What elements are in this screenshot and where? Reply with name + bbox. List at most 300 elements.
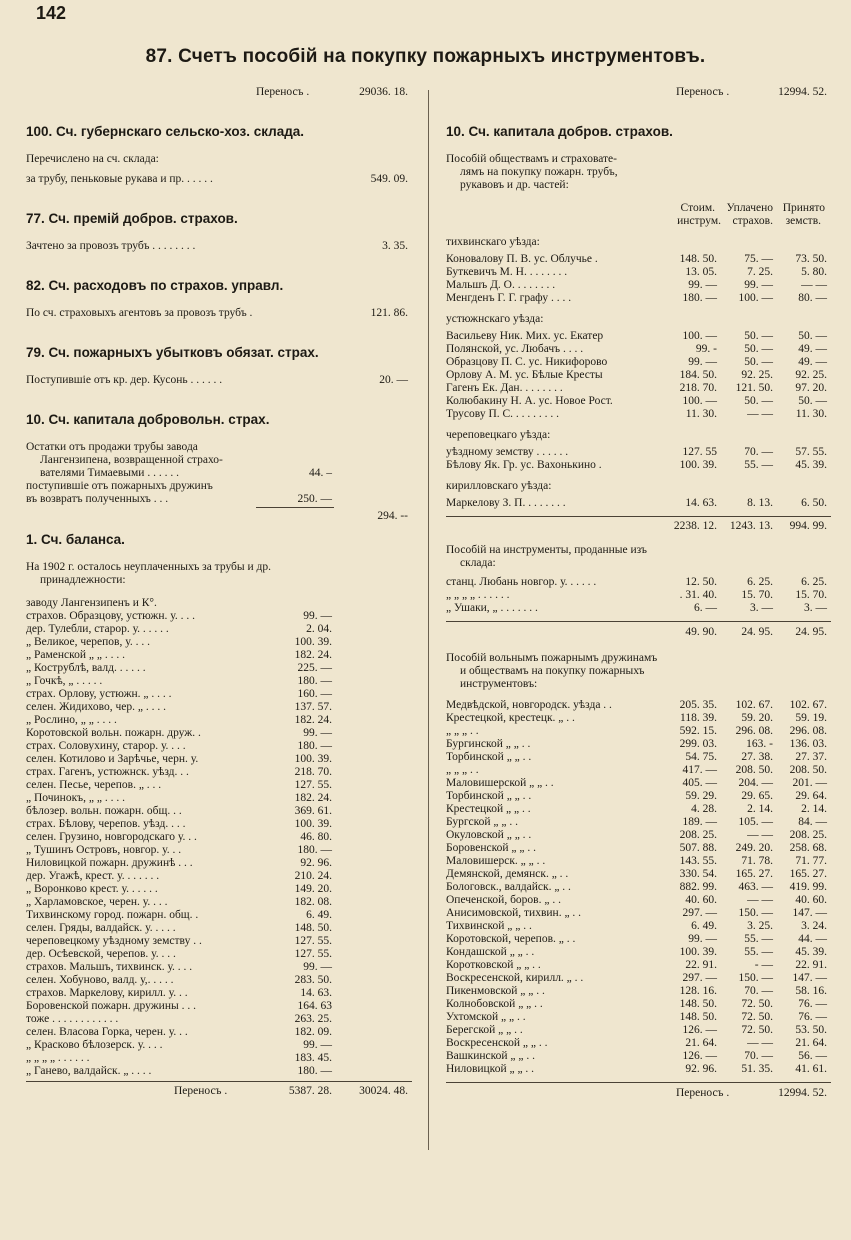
brigade-row-paid: 70. — <box>744 985 773 997</box>
balance-value: 137. 57. <box>294 701 332 713</box>
balance-value: 99. — <box>303 961 332 973</box>
balance-row <box>26 1052 412 1065</box>
insured-row-cost: 148. 50. <box>679 253 717 265</box>
balance-value: 14. 63. <box>300 987 332 999</box>
brigade-row <box>446 985 831 998</box>
insured-row-cost: 127. 55 <box>682 446 717 458</box>
balance-label: „ Тушинъ Островъ, новгор. у. . . <box>26 844 182 856</box>
insured-row-accepted: 49. — <box>798 356 827 368</box>
brigade-row-label: Медвѣдской, новгородск. уѣзда . . <box>446 699 612 711</box>
brigade-row-cost: 92. 96. <box>685 1063 717 1075</box>
brigade-row-accepted: 3. 24. <box>801 920 827 932</box>
instrument-row <box>446 602 831 615</box>
district-name: тихвинскаго уѣзда: <box>446 236 540 248</box>
balance-label: „ Ганево, валдайск. „ . . . . <box>26 1065 152 1077</box>
balance-label: „ Кострублѣ, валд. . . . . . <box>26 662 146 674</box>
brigade-row <box>446 790 831 803</box>
balance-label: селен. Власова Горка, черен. у. . . <box>26 1026 188 1038</box>
insured-row-label: Колюбакину Н. А. ус. Новое Рост. <box>446 395 613 407</box>
insured-row-paid: 8. 13. <box>747 497 773 509</box>
brigade-row <box>446 1011 831 1024</box>
brigade-row-accepted: 147. — <box>792 972 827 984</box>
brigade-row-accepted: 165. 27. <box>789 868 827 880</box>
insured-row-cost: 184. 50. <box>679 369 717 381</box>
brigade-row-label: Воскресенской „ „ . . <box>446 1037 548 1049</box>
insured-row-label: уѣздному земству . . . . . . <box>446 446 569 458</box>
brigade-row-label: Демянской, демянск. „ . . <box>446 868 569 880</box>
balance-value: 283. 50. <box>294 974 332 986</box>
balance-label: „ Гочкѣ, „ . . . . . <box>26 675 103 687</box>
insured-row <box>446 408 831 421</box>
brigade-row-accepted: 22. 91. <box>795 959 827 971</box>
carry-out-left: Переносъ . 5387. 28. 30024. 48. <box>174 1085 408 1097</box>
brigade-row <box>446 855 831 868</box>
balance-row <box>26 727 412 740</box>
brigade-row-paid: 55. — <box>744 946 773 958</box>
insured-row-label: Менгденъ Г. Г. графу . . . . <box>446 292 572 304</box>
balance-label: страхов. Мальшъ, тихвинск. у. . . . <box>26 961 193 973</box>
brigade-row-label: Крестецкой „ „ . . <box>446 803 531 815</box>
balance-label: селен. Гряды, валдайск. у. . . . . <box>26 922 176 934</box>
brigade-row-cost: 330. 54. <box>679 868 717 880</box>
balance-value: 99. — <box>303 1039 332 1051</box>
insured-row-cost: 11. 30. <box>685 408 717 420</box>
brigade-row-paid: 105. — <box>738 816 773 828</box>
balance-label: страх. Гагенъ, устюжнск. уѣзд. . . <box>26 766 189 778</box>
brigade-row <box>446 894 831 907</box>
total-2: 49. 90. 24. 95. 24. 95. <box>685 626 827 638</box>
brigade-row-label: Торбинской „ „ . . <box>446 751 532 763</box>
balance-label: дер. Угажѣ, крест. у. . . . . . . <box>26 870 160 882</box>
insured-row-cost: 100. 39. <box>679 459 717 471</box>
balance-label: заводу Лангензипенъ и К°. <box>26 597 157 609</box>
instrument-row-cost: . 31. 40. <box>679 589 717 601</box>
brigade-row-cost: 148. 50. <box>679 998 717 1010</box>
brigade-row-cost: 21. 64. <box>685 1037 717 1049</box>
insured-row-paid: 121. 50. <box>735 382 773 394</box>
insured-row-accepted: 49. — <box>798 343 827 355</box>
brigade-row-cost: 143. 55. <box>679 855 717 867</box>
district-name: устюжнскаго уѣзда: <box>446 313 544 325</box>
section-82-line: По сч. страховыхъ агентовъ за провозъ трубъ . 121. 86. <box>26 307 408 319</box>
section-79-line: Поступившіе отъ кр. дер. Кусонь . . . . . . 20. — <box>26 374 408 386</box>
brigade-row-paid: 72. 50. <box>741 1024 773 1036</box>
balance-label: „ Великое, черепов, у. . . . <box>26 636 150 648</box>
brigade-row-label: Торбинской „ „ . . <box>446 790 532 802</box>
brigade-row-label: Окуловской „ „ . . <box>446 829 532 841</box>
left-column: Переносъ . 29036. 18. 100. Сч. губернскаго сельско-хоз. склада. Перечислено на сч. склада: за трубу, пеньковые рукава и пр. . . . . . 549. 09. 77. Сч. премій добров. страхов. Зачтено за провозъ трубъ . . . . . . . . 3. 35. 82. Сч. расходовъ по страхов. управл. По сч. страховыхъ агентовъ за провозъ трубъ . 121. 86. 79. Сч. пожарныхъ убытковъ обязат. страх. Поступившіе отъ кр. дер. Кусонь . . . . . . 20. — 10. Сч. капитала добровольн. страх. Остатки отъ продажи трубы завода Лангензипена, возвращенной страхо- вателями Тимаевыми . . . . . . 44. – поступившіе отъ пожарныхъ дружинъ въ возвратъ полученныхъ . . . 250. — 294. -- 1. Сч. баланса. На 1902 г. осталось неуплаченныхъ за трубы и др. принадлежности: заводу Лангензипенъ и К°. страхов. Образцову, устюжн. у. . . . 99. — дер. Тулебли, старор. у. . . . . . 2. 04. „ Великое, черепов, у. . . . 100. 39. „ Раменской „ „ . . . . 182. 24. „ Кострублѣ, валд. . . . . . 225. — „ Гочкѣ, „ . . . . . 180. — страх. Орлову, устюжн. „ . . . . 160. — селен. Жидихово, чер. „ . . . . 137. 57. „ Рослино, „ „ . . . . 182. 24. Коротовской вольн. пожарн. друж. . 99. — страх. Соловухину, старор. у. . . . 180. — селен. Котилово и Зарѣчье, черн. у. 100. 39. страх. Гагенъ, устюжнск. уѣзд. . . 218. 70. селен. Песье, черепов. „ . . . 127. 55. „ Починокъ, „ „ . . . . 182. 24. бѣлозер. вольн. пожарн. общ. . . 369. 61. страх. Бѣлову, черепов. уѣзд. . . . 100. 39. селен. Грузино, новгородскаго у. . . 46. 80. „ Тушинъ Островъ, новгор. у. . . 180. — Ниловицкой пожарн. дружинѣ . . . 92. 96. дер. Угажѣ, крест. у. . . . . . . 210. 24. „ Воронково крест. у. . . . . . 149. 20. „ Харламовское, черен. у. . . . 182. 08. Тихвинскому город. пожарн. общ. . 6. 49. селен. Гряды, валдайск. у. . . . . 148. 50. череповецкому уѣздному земству . . 127. 55. дер. Осѣевской, черепов. у. . . . 127. 55. страхов. Мальшъ, тихвинск. у. . . . 99. — селен. Хобуново, валд. у,. . . . . 283. 50. страхов. Маркелову, кирилл. у. . . 14. 63. Боровенской пожарн. дружины . . . 164. 63 тоже . . . . . . . . . . . . 263. 25. селен. Власова Горка, черен. у. . . 182. 09. „ Красково бѣлозерск. у. . . . 99. — „ „ „ „ . . . . . . 183. 45. „ Ганево, валдайск. „ . . . . 180. — Переносъ . 5387. 28. 30024. 48. <box>26 86 412 1099</box>
brigade-row <box>446 868 831 881</box>
insured-row-cost: 13. 05. <box>685 266 717 278</box>
balance-row <box>26 714 412 727</box>
balance-value: 180. — <box>297 844 332 856</box>
brigade-row-paid: 463. — <box>738 881 773 893</box>
brigade-row-cost: 99. — <box>688 933 717 945</box>
brigade-row-label: „ „ „ . . <box>446 725 479 737</box>
balance-value: 148. 50. <box>294 922 332 934</box>
insured-row <box>446 382 831 395</box>
instrument-row-label: „ Ушаки, „ . . . . . . . <box>446 602 538 614</box>
instrument-row-paid: 15. 70. <box>741 589 773 601</box>
brigade-row <box>446 959 831 972</box>
balance-row <box>26 662 412 675</box>
brigade-row-paid: — — <box>747 1037 773 1049</box>
brigade-row <box>446 725 831 738</box>
total-1: 2238. 12. 1243. 13. 994. 99. <box>673 520 827 532</box>
insured-row-cost: 99. — <box>688 279 717 291</box>
brigade-row-cost: 118. 39. <box>680 712 717 724</box>
insured-row-cost: 100. — <box>682 395 717 407</box>
brigade-row-label: Пикенмовской „ „ . . <box>446 985 545 997</box>
brigade-row-paid: 72. 50. <box>741 998 773 1010</box>
balance-row <box>26 701 412 714</box>
brigade-row-paid: 163. - <box>746 738 773 750</box>
brigade-row-cost: 507. 88. <box>679 842 717 854</box>
instrument-row-cost: 12. 50. <box>685 576 717 588</box>
brigade-row <box>446 777 831 790</box>
brigade-row-label: Опеченской, боров. „ . . <box>446 894 561 906</box>
district-name: череповецкаго уѣзда: <box>446 429 551 441</box>
brigade-row-accepted: 76. — <box>798 1011 827 1023</box>
brigade-row-paid: 29. 65. <box>741 790 773 802</box>
brigade-row-paid: 71. 78. <box>741 855 773 867</box>
brigade-row <box>446 751 831 764</box>
balance-row <box>26 974 412 987</box>
insured-row <box>446 330 831 343</box>
balance-value: 263. 25. <box>294 1013 332 1025</box>
balance-label: Коротовской вольн. пожарн. друж. . <box>26 727 201 739</box>
brigade-row-paid: - — <box>754 959 773 971</box>
insured-row <box>446 395 831 408</box>
district-header <box>446 480 831 494</box>
insured-row-accepted: 97. 20. <box>795 382 827 394</box>
balance-label: „ Красково бѣлозерск. у. . . . <box>26 1039 163 1051</box>
balance-list <box>26 597 412 1078</box>
brigade-row <box>446 998 831 1011</box>
balance-row <box>26 818 412 831</box>
brigade-row-label: Крестецкой, крестецк. „ . . <box>446 712 575 724</box>
section-77-line: Зачтено за провозъ трубъ . . . . . . . . 3. 35. <box>26 240 408 252</box>
balance-row <box>26 753 412 766</box>
balance-row <box>26 1013 412 1026</box>
balance-value: 369. 61. <box>294 805 332 817</box>
brigade-row-accepted: 136. 03. <box>789 738 827 750</box>
brigade-row-paid: 51. 35. <box>741 1063 773 1075</box>
balance-row <box>26 883 412 896</box>
brigade-row-paid: 27. 38. <box>741 751 773 763</box>
insured-row-cost: 100. — <box>682 330 717 342</box>
brigade-row-paid: 72. 50. <box>741 1011 773 1023</box>
brigade-row-paid: 70. — <box>744 1050 773 1062</box>
balance-value: 127. 55. <box>294 935 332 947</box>
balance-row <box>26 857 412 870</box>
brigade-row-cost: 126. — <box>682 1024 717 1036</box>
insured-row-accepted: 73. 50. <box>795 253 827 265</box>
brigade-row-cost: 22. 91. <box>685 959 717 971</box>
brigade-row-accepted: 71. 77. <box>795 855 827 867</box>
insured-row <box>446 292 831 305</box>
brigade-row <box>446 1024 831 1037</box>
balance-row <box>26 675 412 688</box>
brigade-row-label: Ухтомской „ „ . . <box>446 1011 526 1023</box>
insured-row-paid: 50. — <box>744 356 773 368</box>
brigade-row-accepted: 2. 14. <box>801 803 827 815</box>
carry-in-right: Переносъ . 12994. 52. <box>676 86 827 98</box>
brigade-row-paid: — — <box>747 894 773 906</box>
brigade-row-accepted: 40. 60. <box>795 894 827 906</box>
balance-row <box>26 1065 412 1078</box>
balance-row <box>26 636 412 649</box>
instrument-row-cost: 6. — <box>694 602 717 614</box>
insured-row-accepted: 80. — <box>798 292 827 304</box>
brigade-row-cost: 54. 75. <box>685 751 717 763</box>
brigade-row-accepted: 419. 99. <box>789 881 827 893</box>
insured-row-paid: 100. — <box>738 292 773 304</box>
insured-row <box>446 266 831 279</box>
carry-in-left: Переносъ . 29036. 18. <box>256 86 408 98</box>
insured-row-paid: 55. — <box>744 459 773 471</box>
instrument-row-paid: 3. — <box>750 602 773 614</box>
insured-row-paid: 50. — <box>744 343 773 355</box>
balance-row <box>26 831 412 844</box>
balance-value: 164. 63 <box>297 1000 332 1012</box>
brigade-row-label: Тихвинской „ „ . . <box>446 920 532 932</box>
brigade-row-cost: 205. 35. <box>679 699 717 711</box>
brigade-row <box>446 907 831 920</box>
brigade-list <box>446 699 831 1076</box>
brigade-row <box>446 764 831 777</box>
balance-label: „ Раменской „ „ . . . . <box>26 649 125 661</box>
section-77-header: 77. Сч. премій добров. страхов. <box>26 211 238 226</box>
brigade-row-cost: 128. 16. <box>679 985 717 997</box>
brigade-row-cost: 882. 99. <box>679 881 717 893</box>
brigade-row-label: Ниловицкой „ „ . . <box>446 1063 535 1075</box>
balance-row <box>26 597 412 610</box>
insured-row-paid: 50. — <box>744 395 773 407</box>
insured-row <box>446 369 831 382</box>
section-10-total: 294. -- <box>377 510 408 522</box>
section-82-header: 82. Сч. расходовъ по страхов. управл. <box>26 278 284 293</box>
balance-value: 127. 55. <box>294 779 332 791</box>
instrument-list <box>446 576 831 615</box>
balance-label: дер. Тулебли, старор. у. . . . . . <box>26 623 169 635</box>
insured-row-accepted: 6. 50. <box>801 497 827 509</box>
balance-label: „ Харламовское, черен. у. . . . <box>26 896 168 908</box>
brigade-row <box>446 712 831 725</box>
brigade-row-accepted: 102. 67. <box>789 699 827 711</box>
insured-row <box>446 253 831 266</box>
brigade-row-paid: — — <box>747 829 773 841</box>
balance-value: 99. — <box>303 727 332 739</box>
balance-label: череповецкому уѣздному земству . . <box>26 935 202 947</box>
brigade-row-accepted: 201. — <box>792 777 827 789</box>
section-79-header: 79. Сч. пожарныхъ убытковъ обязат. страх. <box>26 345 319 360</box>
brigade-row-accepted: 296. 08. <box>789 725 827 737</box>
balance-label: Боровенской пожарн. дружины . . . <box>26 1000 196 1012</box>
balance-label: „ Починокъ, „ „ . . . . <box>26 792 125 804</box>
brigade-row-label: Маловишерской „ „ . . <box>446 777 554 789</box>
balance-row <box>26 779 412 792</box>
balance-label: „ „ „ „ . . . . . . <box>26 1052 90 1064</box>
balance-value: 182. 09. <box>294 1026 332 1038</box>
insured-row-paid: 92. 25. <box>741 369 773 381</box>
brigade-row <box>446 972 831 985</box>
balance-value: 180. — <box>297 675 332 687</box>
instrument-row <box>446 589 831 602</box>
balance-value: 100. 39. <box>294 818 332 830</box>
balance-row <box>26 844 412 857</box>
brigade-row-paid: 102. 67. <box>735 699 773 711</box>
balance-label: селен. Песье, черепов. „ . . . <box>26 779 162 791</box>
balance-label: „ Воронково крест. у. . . . . . <box>26 883 158 895</box>
brigade-row-accepted: 76. — <box>798 998 827 1010</box>
brigade-row <box>446 829 831 842</box>
balance-label: дер. Осѣевской, черепов. у. . . . <box>26 948 176 960</box>
insured-row-label: Маркелову З. П. . . . . . . . <box>446 497 566 509</box>
brigade-row-cost: 59. 29. <box>685 790 717 802</box>
balance-label: селен. Котилово и Зарѣчье, черн. у. <box>26 753 199 765</box>
brigade-row-paid: 3. 25. <box>747 920 773 932</box>
column-headers: Стоим. Уплачено Принято <box>680 202 825 214</box>
brigade-row-paid: 208. 50. <box>735 764 773 776</box>
balance-value: 182. 24. <box>294 792 332 804</box>
brigade-row-paid: 150. — <box>738 907 773 919</box>
brigade-row-accepted: 21. 64. <box>795 1037 827 1049</box>
brigade-row-label: Воскресенской, кирилл. „ . . <box>446 972 584 984</box>
balance-row <box>26 896 412 909</box>
balance-value: 99. — <box>303 610 332 622</box>
balance-label: Тихвинскому город. пожарн. общ. . <box>26 909 199 921</box>
brigade-row <box>446 946 831 959</box>
balance-value: 182. 24. <box>294 714 332 726</box>
brigade-row-accepted: 27. 37. <box>795 751 827 763</box>
balance-value: 160. — <box>297 688 332 700</box>
balance-label: бѣлозер. вольн. пожарн. общ. . . <box>26 805 182 817</box>
instrument-row-label: „ „ „ „ . . . . . . <box>446 589 510 601</box>
insured-row <box>446 459 831 472</box>
insured-row-accepted: 92. 25. <box>795 369 827 381</box>
insured-row-label: Бѣлову Як. Гр. ус. Вахонькино . <box>446 459 602 471</box>
brigade-row-label: „ „ „ . . <box>446 764 479 776</box>
balance-row <box>26 792 412 805</box>
brigade-row-cost: 299. 03. <box>679 738 717 750</box>
right-section-header: 10. Сч. капитала добров. страхов. <box>446 124 673 139</box>
balance-value: 92. 96. <box>300 857 332 869</box>
balance-row <box>26 935 412 948</box>
brigade-row-cost: 4. 28. <box>691 803 717 815</box>
brigade-row <box>446 699 831 712</box>
brigade-row-accepted: 53. 50. <box>795 1024 827 1036</box>
brigade-row-label: Анисимовской, тихвин. „ . . <box>446 907 582 919</box>
brigade-row <box>446 1037 831 1050</box>
insured-row <box>446 279 831 292</box>
district-header <box>446 236 831 250</box>
balance-value: 225. — <box>297 662 332 674</box>
instrument-row-label: станц. Любань новгор. у. . . . . . <box>446 576 597 588</box>
brigade-row-label: Вашкинской „ „ . . <box>446 1050 535 1062</box>
insured-row <box>446 446 831 459</box>
brigade-row-paid: 249. 20. <box>735 842 773 854</box>
balance-row <box>26 1000 412 1013</box>
insured-row-paid: — — <box>747 408 773 420</box>
balance-label: селен. Жидихово, чер. „ . . . . <box>26 701 166 713</box>
insured-row-label: Гагенъ Ек. Дан. . . . . . . . <box>446 382 563 394</box>
brigade-row-accepted: 59. 19. <box>795 712 827 724</box>
insured-row-label: Коновалову П. В. ус. Облучье . <box>446 253 598 265</box>
brigade-row-paid: 296. 08. <box>735 725 773 737</box>
instrument-row-paid: 6. 25. <box>747 576 773 588</box>
brigade-row <box>446 1050 831 1063</box>
insured-row-cost: 14. 63. <box>685 497 717 509</box>
brigade-row <box>446 803 831 816</box>
balance-row <box>26 766 412 779</box>
district-name: кирилловскаго уѣзда: <box>446 480 552 492</box>
balance-row <box>26 961 412 974</box>
section-1-header: 1. Сч. баланса. <box>26 532 125 547</box>
brigade-row <box>446 933 831 946</box>
insured-row-paid: 7. 25. <box>747 266 773 278</box>
balance-label: тоже . . . . . . . . . . . . <box>26 1013 119 1025</box>
balance-row <box>26 987 412 1000</box>
insured-row-label: Буткевичъ М. Н. . . . . . . . <box>446 266 568 278</box>
brigade-row-cost: 592. 15. <box>679 725 717 737</box>
column-divider <box>428 90 429 1150</box>
balance-value: 183. 45. <box>294 1052 332 1064</box>
insured-row-cost: 180. — <box>682 292 717 304</box>
carry-out-right: Переносъ . 12994. 52. <box>676 1087 827 1099</box>
brigade-row-cost: 148. 50. <box>679 1011 717 1023</box>
insured-row-label: Полянской, ус. Любачъ . . . . <box>446 343 584 355</box>
brigade-row-accepted: 258. 68. <box>789 842 827 854</box>
brigade-row-paid: 204. — <box>738 777 773 789</box>
brigade-row <box>446 842 831 855</box>
insured-row <box>446 343 831 356</box>
brigade-row <box>446 920 831 933</box>
balance-label: селен. Грузино, новгородскаго у. . . <box>26 831 197 843</box>
brigade-row-accepted: 56. — <box>798 1050 827 1062</box>
insured-row-paid: 50. — <box>744 330 773 342</box>
balance-row <box>26 1039 412 1052</box>
district-header <box>446 313 831 327</box>
instrument-row-accepted: 6. 25. <box>801 576 827 588</box>
section-100-header: 100. Сч. губернскаго сельско-хоз. склада. <box>26 124 305 139</box>
brigade-row-accepted: 58. 16. <box>795 985 827 997</box>
brigade-row-paid: 150. — <box>738 972 773 984</box>
insured-row-accepted: 50. — <box>798 330 827 342</box>
balance-value: 182. 08. <box>294 896 332 908</box>
brigade-row-cost: 126. — <box>682 1050 717 1062</box>
brigade-row-cost: 189. — <box>682 816 717 828</box>
balance-row <box>26 610 412 623</box>
balance-label: страхов. Маркелову, кирилл. у. . . <box>26 987 188 999</box>
brigade-row <box>446 1063 831 1076</box>
insured-row-cost: 99. — <box>688 356 717 368</box>
balance-label: страхов. Образцову, устюжн. у. . . . <box>26 610 195 622</box>
balance-row <box>26 922 412 935</box>
balance-row <box>26 909 412 922</box>
instrument-row-accepted: 15. 70. <box>795 589 827 601</box>
brigade-row-label: Боровенской „ „ . . <box>446 842 536 854</box>
balance-value: 218. 70. <box>294 766 332 778</box>
brigade-row <box>446 881 831 894</box>
instrument-row-accepted: 3. — <box>804 602 827 614</box>
brigade-row-cost: 405. — <box>682 777 717 789</box>
balance-row <box>26 805 412 818</box>
insured-row-label: Трусову П. С. . . . . . . . . <box>446 408 560 420</box>
brigade-row-paid: 55. — <box>744 933 773 945</box>
insured-row-label: Образцову П. С. ус. Никифорово <box>446 356 608 368</box>
brigade-row-paid: 165. 27. <box>735 868 773 880</box>
